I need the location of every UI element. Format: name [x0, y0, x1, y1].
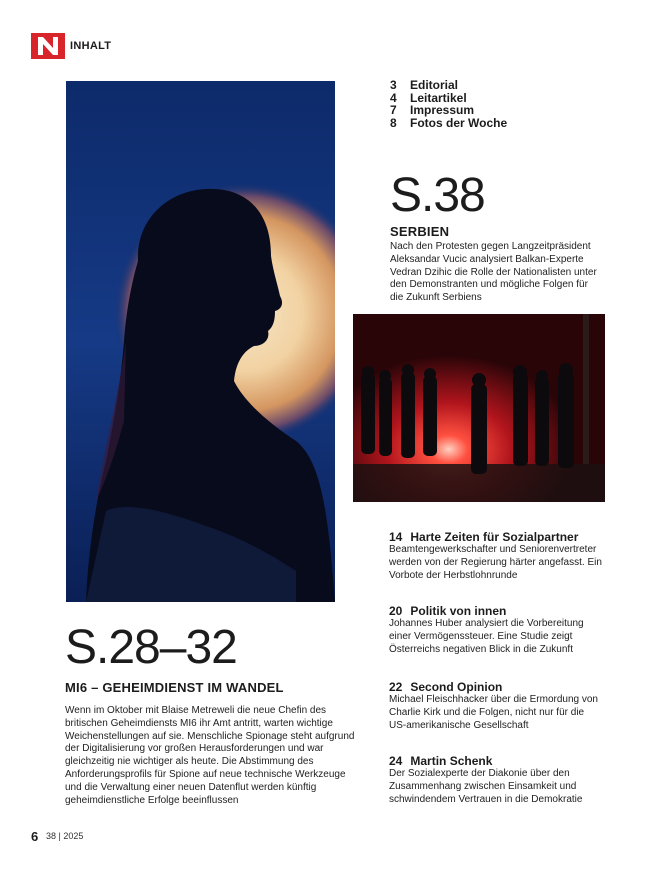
- riot-photo: [353, 314, 605, 502]
- story-14-title[interactable]: 14 Harte Zeiten für Sozialpartner: [389, 530, 579, 544]
- toc-item[interactable]: 4 Leitartikel: [390, 90, 467, 105]
- red-n-logo-icon: [31, 33, 65, 59]
- serbien-headline: SERBIEN: [390, 224, 450, 239]
- serbien-page-ref[interactable]: S.38: [390, 169, 485, 222]
- toc-item[interactable]: 7 Impressum: [390, 103, 475, 118]
- toc-item[interactable]: 8 Fotos der Woche: [390, 116, 508, 131]
- story-20-title[interactable]: 20 Politik von innen: [389, 604, 507, 618]
- story-20-teaser: Johannes Huber analysiert die Vorbereitung einer Vermögenssteuer. Eine Studie zeigt Österreichs negativen Blick in die Zukunft: [389, 618, 584, 655]
- toc-list: [390, 79, 507, 130]
- section-label: INHALT: [70, 40, 112, 52]
- story-24-teaser: Der Sozialexperte der Diakonie über den Zusammenhang zwischen Einsamkeit und schwindendem Vertrauen in die Demokratie: [389, 768, 583, 805]
- mi6-headline: MI6 – GEHEIMDIENST IM WANDEL: [65, 680, 284, 695]
- story-22-teaser: Michael Fleischhacker über die Ermordung von Charlie Kirk und die Folgen, nicht nur für die US-amerikanische Gesellschaft: [389, 694, 598, 731]
- portrait-photo: [66, 81, 335, 602]
- page-number: 6: [31, 829, 39, 844]
- serbien-teaser: Nach den Protesten gegen Langzeitpräsident Aleksandar Vucic analysiert Balkan-Experte Vedran Dzihic die Rolle der Nationalisten unter den Demonstranten und mögliche Folgen für die Zukunft Serbiens: [390, 241, 597, 304]
- story-24-title[interactable]: 24 Martin Schenk: [389, 754, 493, 768]
- issue-label: 38 | 2025: [46, 831, 84, 841]
- mi6-page-ref[interactable]: S.28–32: [65, 621, 237, 674]
- toc-item[interactable]: 3 Editorial: [390, 78, 459, 92]
- story-22-title[interactable]: 22 Second Opinion: [389, 680, 503, 694]
- mi6-teaser: Wenn im Oktober mit Blaise Metreweli die neue Chefin des britischen Geheimdiensts MI6 ihr Amt antritt, warten wichtige Weichenstellungen auf sie. Menschliche Spionage steht aufgrund der Digitalisierung vor großen Herausforderungen und war gleichzeitig nie wichtiger als heute. Die Abstimmung des Anforderungsprofils für Spione auf neue technische Werkzeuge und die Verwaltung einer neuen Datenflut werden künftig geheimdienstliche Erfolge beeinflussen: [65, 705, 355, 806]
- story-14-teaser: Beamtengewerkschafter und Seniorenvertreter werden von der Regierung härter angefasst. Ein Vorbote der Herbstlohnrunde: [389, 544, 602, 581]
